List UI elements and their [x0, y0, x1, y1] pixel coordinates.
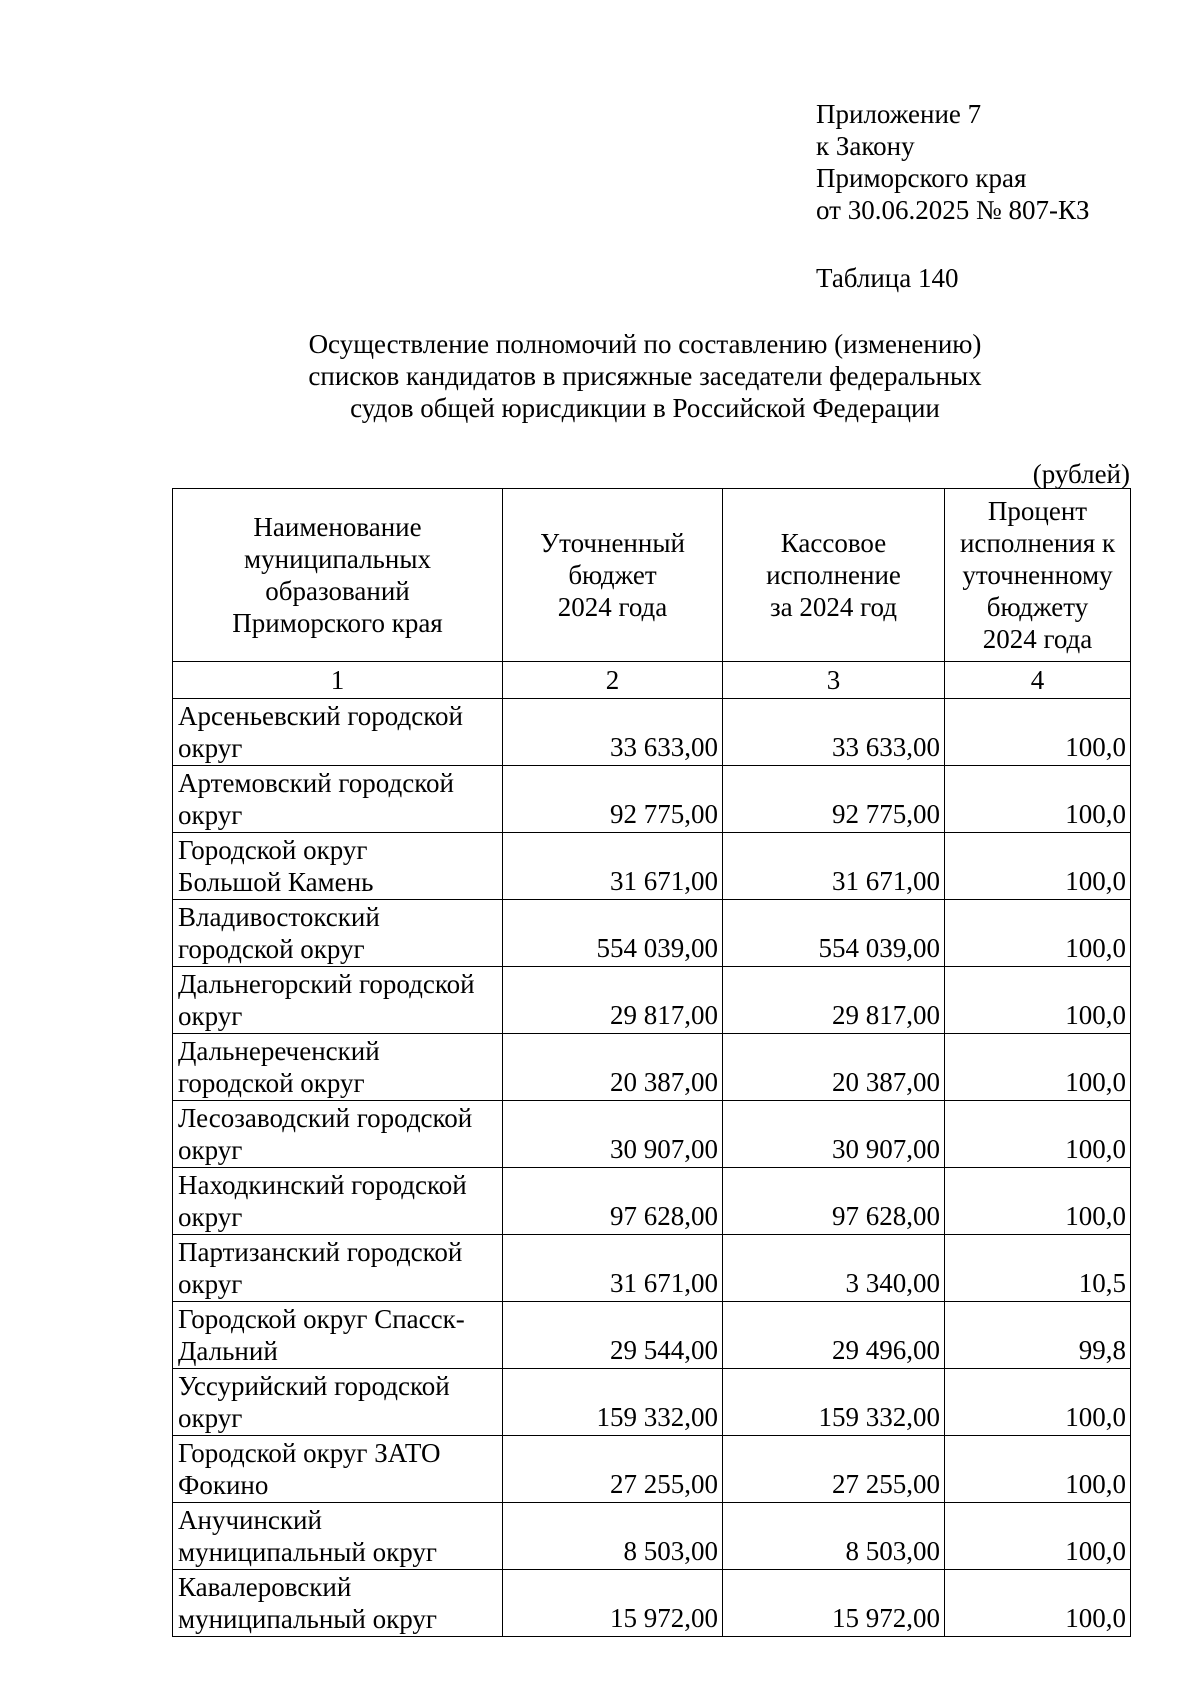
percent-value: 100,0: [945, 900, 1131, 967]
municipality-name-line: округ: [178, 1202, 243, 1232]
execution-value: 29 817,00: [723, 967, 945, 1034]
budget-value: 554 039,00: [503, 900, 723, 967]
execution-value: 159 332,00: [723, 1369, 945, 1436]
execution-value: 20 387,00: [723, 1034, 945, 1101]
table-row: [173, 967, 1131, 1034]
header-percent: [945, 489, 1131, 662]
percent-value: 100,0: [945, 1570, 1131, 1637]
percent-value: 100,0: [945, 1168, 1131, 1235]
budget-value: 33 633,00: [503, 699, 723, 766]
municipality-name-line: городской округ: [178, 934, 365, 964]
table-row: [173, 1570, 1131, 1637]
header-line: исполнение: [766, 560, 901, 590]
budget-value: 31 671,00: [503, 1235, 723, 1302]
execution-value: 15 972,00: [723, 1570, 945, 1637]
column-number: 2: [503, 662, 723, 699]
execution-value: 92 775,00: [723, 766, 945, 833]
table-row: [173, 1302, 1131, 1369]
percent-value: 100,0: [945, 1503, 1131, 1570]
header-line: уточненному: [962, 560, 1113, 590]
municipality-name: [173, 1302, 503, 1369]
table-row: [173, 1101, 1131, 1168]
table-body: [173, 699, 1131, 1637]
budget-value: 159 332,00: [503, 1369, 723, 1436]
header-line: Процент: [987, 496, 1088, 526]
municipality-name-line: округ: [178, 1269, 243, 1299]
municipality-name-line: Кавалеровский: [178, 1572, 352, 1602]
percent-value: 10,5: [945, 1235, 1131, 1302]
budget-value: 92 775,00: [503, 766, 723, 833]
title-line: Осуществление полномочий по составлению (изменению): [308, 329, 982, 359]
budget-value: 30 907,00: [503, 1101, 723, 1168]
column-number: 4: [945, 662, 1131, 699]
municipality-name-line: Городской округ: [178, 835, 368, 865]
execution-value: 33 633,00: [723, 699, 945, 766]
municipality-name: [173, 1436, 503, 1503]
municipality-name-line: Владивостокский: [178, 902, 380, 932]
municipality-name-line: Артемовский городской: [178, 768, 454, 798]
header-line: бюджет: [568, 560, 657, 590]
appendix-block: [816, 98, 1089, 226]
budget-value: 20 387,00: [503, 1034, 723, 1101]
table-row: [173, 900, 1131, 967]
column-number-row: [173, 662, 1131, 699]
budget-value: 29 817,00: [503, 967, 723, 1034]
percent-value: 100,0: [945, 967, 1131, 1034]
document-title: [170, 328, 1120, 424]
header-line: 2024 года: [557, 592, 668, 622]
units-label: (рублей): [1032, 459, 1130, 489]
table-row: [173, 1436, 1131, 1503]
percent-value: 100,0: [945, 1034, 1131, 1101]
municipality-name-line: округ: [178, 800, 243, 830]
municipality-name: [173, 1570, 503, 1637]
header-line: образований: [265, 576, 410, 606]
table-row: [173, 1235, 1131, 1302]
execution-value: 554 039,00: [723, 900, 945, 967]
municipality-name-line: Городской округ Спасск-: [178, 1304, 465, 1334]
municipality-name-line: Большой Камень: [178, 867, 374, 897]
municipality-name-line: Арсеньевский городской: [178, 701, 463, 731]
percent-value: 100,0: [945, 699, 1131, 766]
execution-value: 97 628,00: [723, 1168, 945, 1235]
appendix-line: Приложение 7: [816, 99, 982, 129]
budget-value: 27 255,00: [503, 1436, 723, 1503]
municipality-name-line: округ: [178, 1001, 243, 1031]
municipality-name: [173, 833, 503, 900]
appendix-line: к Закону: [816, 131, 915, 161]
column-number: 1: [173, 662, 503, 699]
execution-value: 3 340,00: [723, 1235, 945, 1302]
municipality-name: [173, 967, 503, 1034]
municipality-name-line: Городской округ ЗАТО: [178, 1438, 441, 1468]
table-row: [173, 833, 1131, 900]
municipality-name-line: Дальнереченский: [178, 1036, 380, 1066]
execution-value: 29 496,00: [723, 1302, 945, 1369]
execution-value: 27 255,00: [723, 1436, 945, 1503]
municipality-name-line: Партизанский городской: [178, 1237, 463, 1267]
table-row: [173, 766, 1131, 833]
header-line: Приморского края: [232, 608, 443, 638]
budget-value: 15 972,00: [503, 1570, 723, 1637]
municipality-name-line: округ: [178, 733, 243, 763]
header-execution: [723, 489, 945, 662]
table-row: [173, 699, 1131, 766]
municipality-name: [173, 1034, 503, 1101]
percent-value: 100,0: [945, 1436, 1131, 1503]
percent-value: 99,8: [945, 1302, 1131, 1369]
title-line: списков кандидатов в присяжные заседатели федеральных: [308, 361, 982, 391]
municipality-name-line: городской округ: [178, 1068, 365, 1098]
title-line: судов общей юрисдикции в Российской Федерации: [350, 393, 940, 423]
header-municipality: [173, 489, 503, 662]
header-line: бюджету: [986, 592, 1089, 622]
municipality-name-line: Дальний: [178, 1336, 278, 1366]
municipality-name-line: Дальнегорский городской: [178, 969, 475, 999]
municipality-name-line: округ: [178, 1135, 243, 1165]
budget-value: 97 628,00: [503, 1168, 723, 1235]
municipality-name: [173, 1369, 503, 1436]
municipality-name-line: Находкинский городской: [178, 1170, 467, 1200]
table-header-row: [173, 489, 1131, 662]
municipality-name-line: муниципальный округ: [178, 1604, 437, 1634]
appendix-line: от 30.06.2025 № 807-КЗ: [816, 195, 1090, 225]
table-number: Таблица 140: [816, 263, 959, 293]
budget-value: 31 671,00: [503, 833, 723, 900]
header-line: Кассовое: [780, 528, 887, 558]
municipality-name-line: Фокино: [178, 1470, 269, 1500]
municipality-name: [173, 1235, 503, 1302]
municipality-name: [173, 1503, 503, 1570]
municipality-name: [173, 699, 503, 766]
municipality-name-line: Лесозаводский городской: [178, 1103, 473, 1133]
percent-value: 100,0: [945, 1101, 1131, 1168]
table-row: [173, 1034, 1131, 1101]
header-line: Наименование: [253, 512, 422, 542]
municipality-name: [173, 1101, 503, 1168]
municipality-name-line: округ: [178, 1403, 243, 1433]
execution-value: 8 503,00: [723, 1503, 945, 1570]
execution-value: 31 671,00: [723, 833, 945, 900]
municipality-name-line: Уссурийский городской: [178, 1371, 450, 1401]
municipality-name: [173, 766, 503, 833]
percent-value: 100,0: [945, 833, 1131, 900]
table-row: [173, 1168, 1131, 1235]
header-line: исполнения к: [959, 528, 1116, 558]
budget-table: [172, 488, 1131, 1637]
budget-value: 29 544,00: [503, 1302, 723, 1369]
appendix-line: Приморского края: [816, 163, 1027, 193]
budget-value: 8 503,00: [503, 1503, 723, 1570]
municipality-name-line: муниципальный округ: [178, 1537, 437, 1567]
percent-value: 100,0: [945, 1369, 1131, 1436]
municipality-name: [173, 900, 503, 967]
header-line: 2024 года: [982, 624, 1093, 654]
execution-value: 30 907,00: [723, 1101, 945, 1168]
column-number: 3: [723, 662, 945, 699]
municipality-name: [173, 1168, 503, 1235]
table-row: [173, 1369, 1131, 1436]
header-line: за 2024 год: [769, 592, 897, 622]
header-budget: [503, 489, 723, 662]
header-line: Уточненный: [540, 528, 685, 558]
percent-value: 100,0: [945, 766, 1131, 833]
municipality-name-line: Анучинский: [178, 1505, 322, 1535]
table-row: [173, 1503, 1131, 1570]
header-line: муниципальных: [244, 544, 431, 574]
